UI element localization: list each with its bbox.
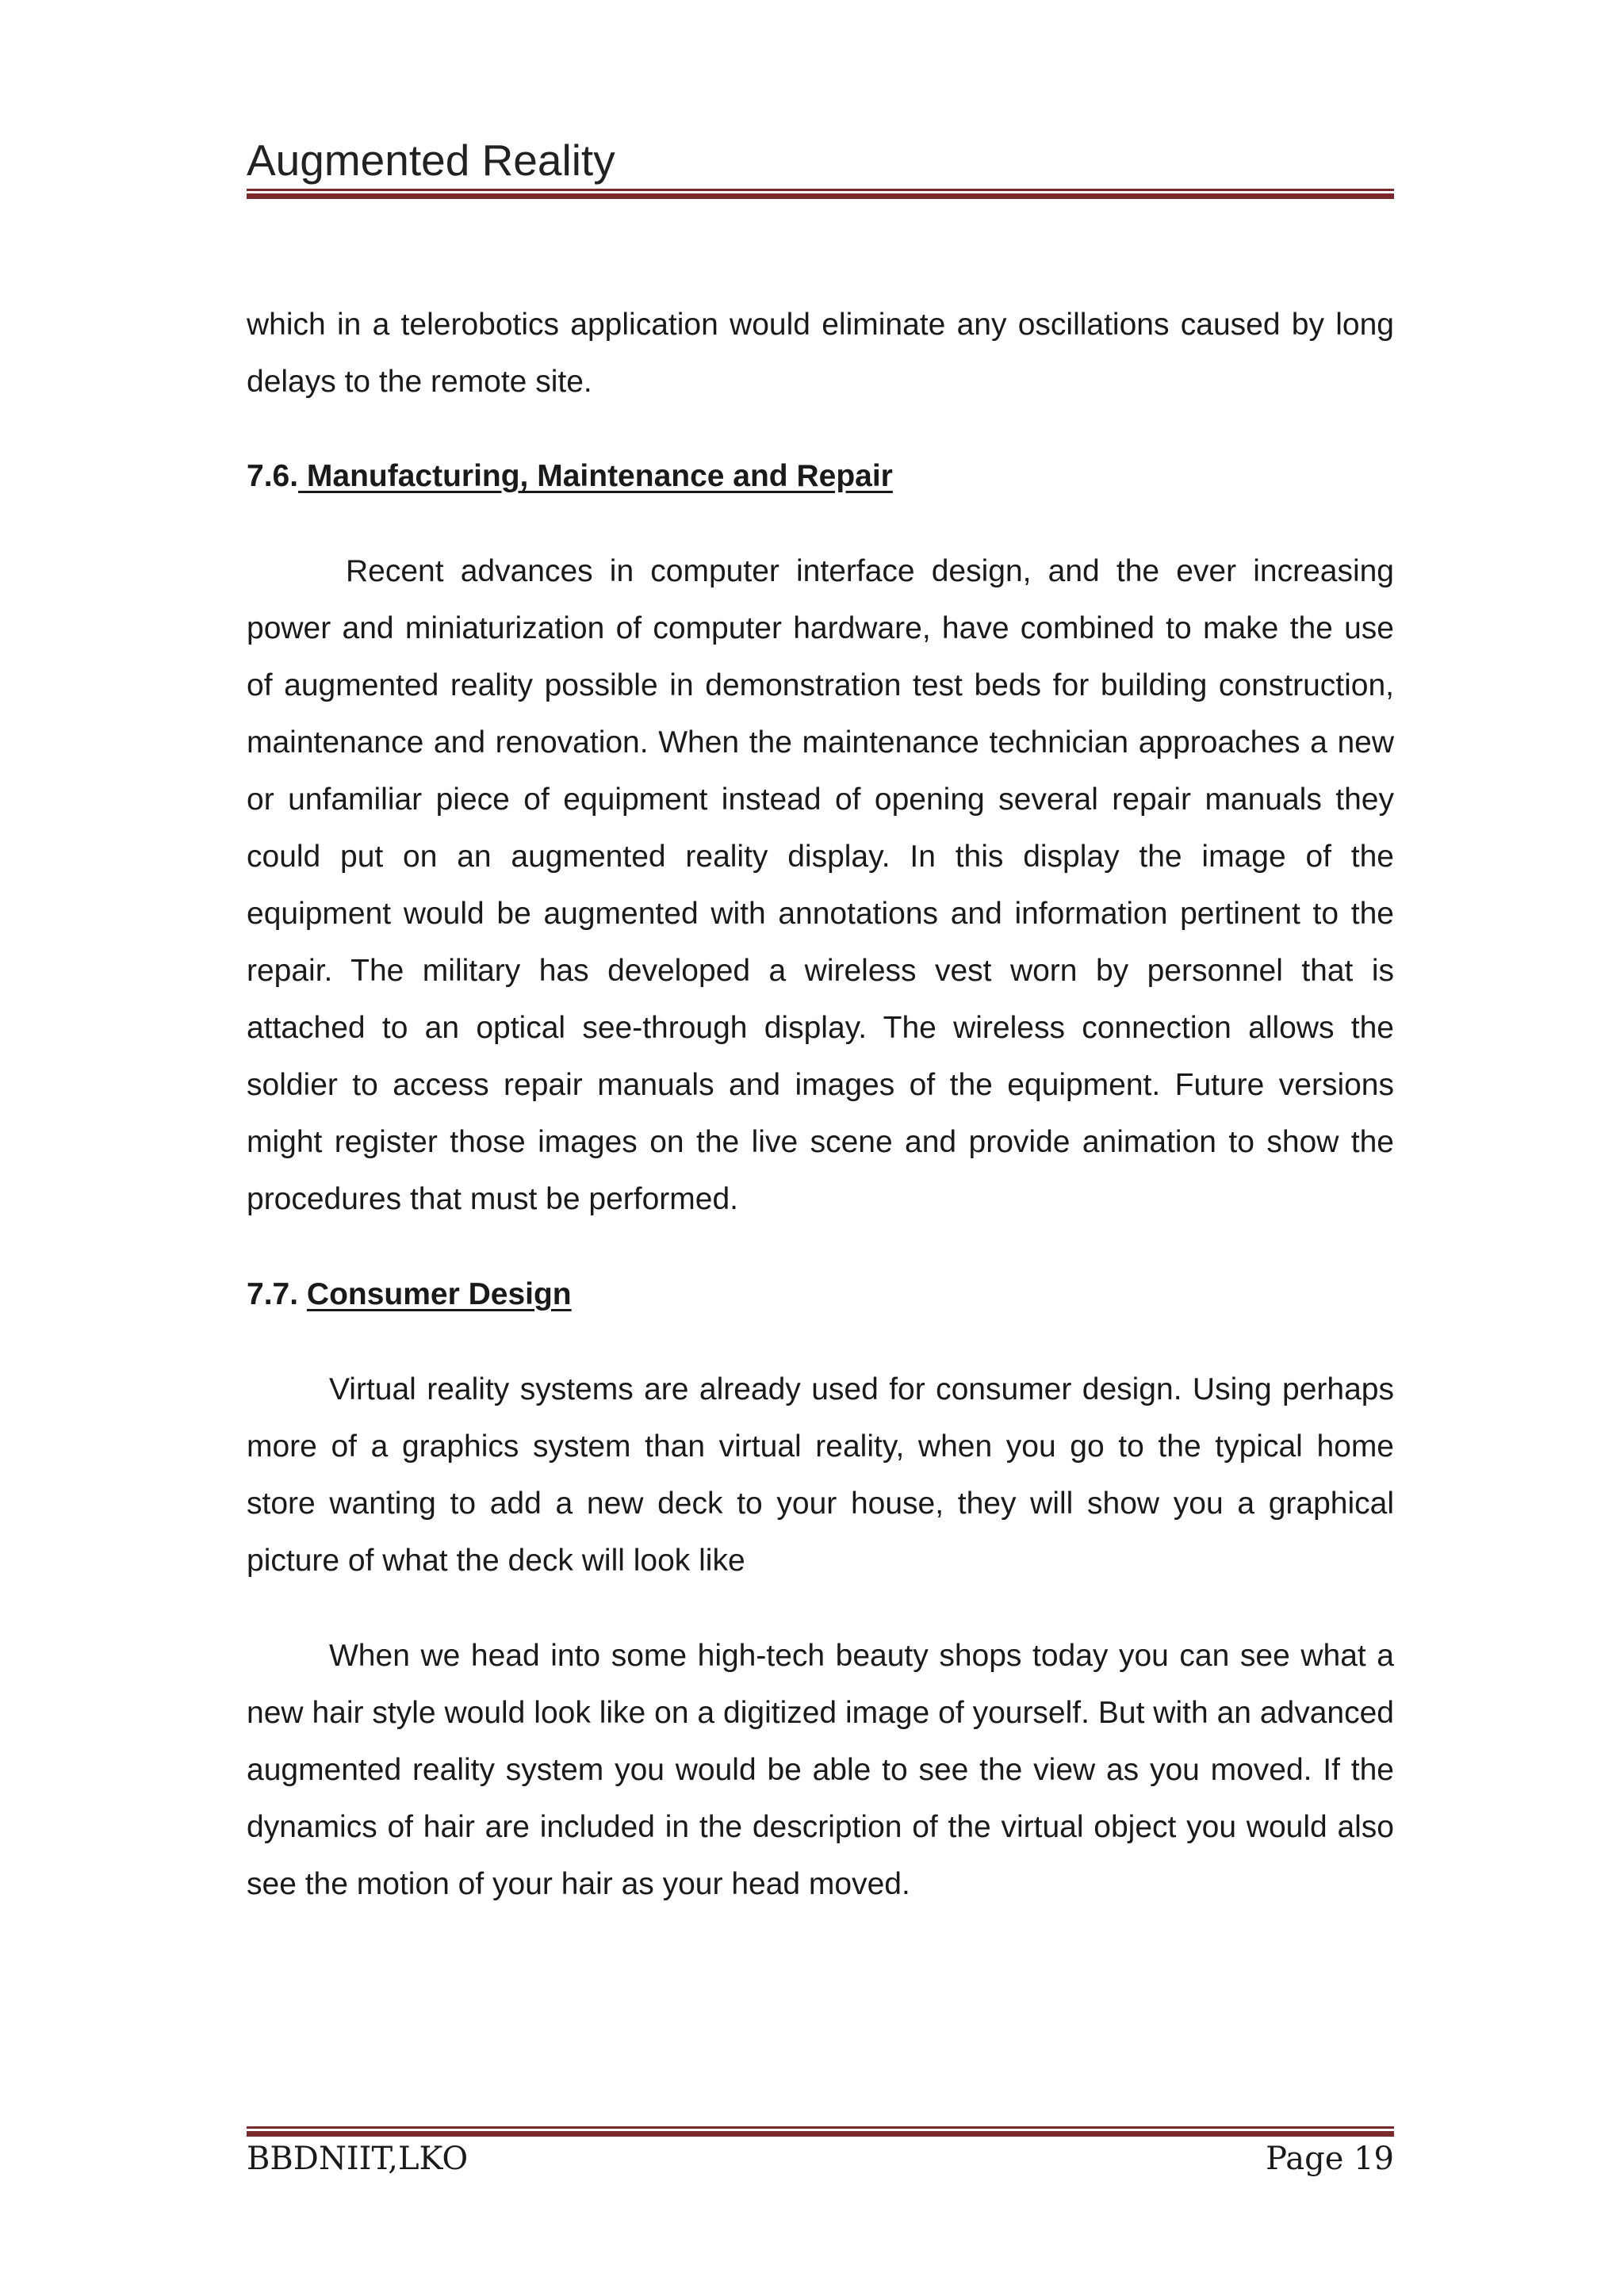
- section-heading-7-6: [247, 448, 1394, 505]
- section-number: 7.6.: [247, 459, 299, 493]
- section-7-7-paragraph-2: When we head into some high-tech beauty shops today you can see what a new hair style would look like on a digitized image of yourself. But with an advanced augmented reality system you would be able to see the view as you moved. If the dynamics of hair are included in the description of the virtual object you would also see the motion of your hair as your head moved.: [247, 1639, 1394, 1901]
- intro-paragraph: which in a telerobotics application would eliminate any oscillations caused by long delays to the remote site.: [247, 308, 1394, 399]
- section-number: 7.7.: [247, 1277, 299, 1311]
- section-title: Manufacturing, Maintenance and Repair: [298, 459, 893, 493]
- page-body: [247, 297, 1394, 1951]
- section-7-6-paragraph: Recent advances in computer interface design, and the ever increasing power and miniaturization of computer hardware, have combined to make the use of augmented reality possible in demonstration test beds for building construction, maintenance and renovation. When the maintenance technician approaches a new or unfamiliar piece of equipment instead of opening several repair manuals they could put on an augmented reality display. In this display the image of the equipment would be augmented with annotations and information pertinent to the repair. The military has developed a wireless vest worn by personnel that is attached to an optical see-through display. The wireless connection allows the soldier to access repair manuals and images of the equipment. Future versions might register those images on the live scene and provide animation to show the procedures that must be performed.: [247, 554, 1394, 1216]
- section-heading-7-7: [247, 1266, 1394, 1323]
- running-header-title: Augmented Reality: [247, 136, 615, 185]
- section-7-7-paragraph-1: Virtual reality systems are already used for consumer design. Using perhaps more of a graphics system than virtual reality, when you go to the typical home store wanting to add a new deck to your house, they will show you a graphical picture of what the deck will look like: [247, 1372, 1394, 1578]
- header-divider: [247, 189, 1394, 199]
- page-number: Page 19: [1266, 2141, 1394, 2177]
- section-title: Consumer Design: [306, 1277, 572, 1311]
- footer-divider: [247, 2126, 1394, 2137]
- footer-institution: BBDNIIT,LKO: [247, 2141, 469, 2177]
